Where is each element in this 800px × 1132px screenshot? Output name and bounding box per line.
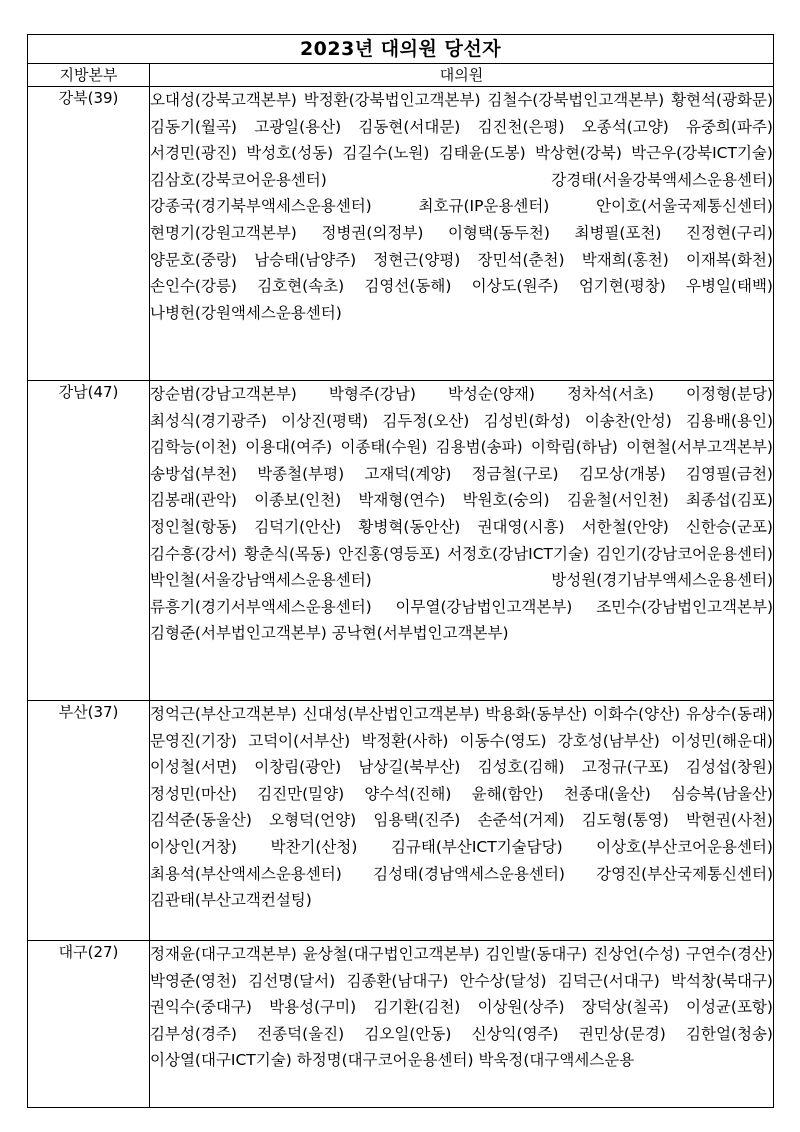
delegate-name: 김길수(노원) <box>342 144 430 163</box>
delegate-name: 남상길(북부산) <box>358 758 461 777</box>
delegate-name: 서경민(광진) <box>150 144 237 163</box>
delegate-name: 박상현(강북) <box>534 144 622 163</box>
delegate-name: 양문호(중랑) <box>150 250 237 269</box>
delegate-name: 나병헌(강원액세스운용센터) <box>150 303 342 322</box>
delegate-name: 방성원(경기남부액세스운용센터) <box>551 571 773 590</box>
delegate-name: 김기환(김천) <box>373 998 461 1017</box>
delegate-name: 박욱정(대구액세스운용 <box>478 1051 635 1070</box>
delegate-name: 정성민(마산) <box>150 784 237 803</box>
section-row-gangbuk <box>28 87 774 381</box>
delegate-name: 박찬기(산청) <box>270 837 358 856</box>
delegate-name: 이종태(수원) <box>340 438 428 457</box>
delegate-name: 서정호(강남ICT기술) <box>447 544 590 563</box>
delegate-name: 박용화(동부산) <box>485 705 588 723</box>
delegate-name: 김석준(동울산) <box>150 811 252 830</box>
delegate-name: 진정현(구리) <box>686 223 773 242</box>
delegate-name: 김동기(월곡) <box>150 117 237 136</box>
delegate-name: 김용배(용인) <box>686 411 773 430</box>
delegate-name: 고정규(구포) <box>581 758 669 777</box>
delegate-name: 김모상(개봉) <box>578 464 666 483</box>
delegate-name: 송방섭(부천) <box>150 464 237 483</box>
delegate-name: 김수흥(강서) <box>150 544 237 563</box>
delegate-name: 오형덕(언양) <box>269 811 357 830</box>
region-cell: 강남(47) <box>28 381 150 701</box>
delegate-name: 김성빈(화성) <box>483 411 571 430</box>
delegate-name: 손인수(강릉) <box>150 277 237 296</box>
delegate-name: 전종덕(울진) <box>257 1024 345 1043</box>
delegate-name: 임용택(진주) <box>373 811 461 830</box>
section-row-busan <box>28 701 774 941</box>
delegate-name: 정현근(양평) <box>373 250 461 269</box>
delegate-name: 김덕기(안산) <box>254 517 342 536</box>
delegate-name: 이성균(포항) <box>685 998 773 1017</box>
delegate-name: 김삼호(강북코어운용센터) <box>150 170 327 189</box>
delegate-name: 김덕근(서대구) <box>557 971 660 990</box>
delegate-name: 류흥기(경기서부액세스운용센터) <box>150 597 372 616</box>
delegate-name: 김성섭(창원) <box>685 758 773 777</box>
delegate-name: 서한철(안양) <box>581 517 669 536</box>
delegate-name: 김형준(서부법인고객본부) <box>150 624 327 643</box>
delegate-name: 박인철(서울강남액세스운용센터) <box>150 571 372 590</box>
delegate-name: 김호현(속초) <box>257 277 345 296</box>
delegate-name: 문영진(기장) <box>150 731 237 750</box>
delegate-name: 구연수(경산) <box>686 945 773 963</box>
delegate-name: 최병필(포천) <box>574 223 662 242</box>
delegate-name: 김규태(부산ICT기술담당) <box>390 837 563 856</box>
region-cell: 대구(27) <box>28 941 150 1108</box>
header-region: 지방본부 <box>28 64 150 87</box>
delegate-name: 손준석(거제) <box>477 811 565 830</box>
delegate-name: 이무열(강남법인고객본부) <box>395 597 573 616</box>
delegate-name: 김학능(이천) <box>150 438 237 457</box>
delegate-name: 유상수(동래) <box>686 705 773 723</box>
delegate-name: 권대영(시흥) <box>477 517 565 536</box>
delegate-name: 신상익(영주) <box>471 1024 559 1043</box>
delegate-name: 엄기현(평창) <box>578 277 666 296</box>
delegate-name: 조민수(강남법인고객본부) <box>596 597 773 616</box>
delegate-name: 김한얼(청송) <box>686 1024 773 1043</box>
delegate-name: 고덕이(서부산) <box>248 731 351 750</box>
delegate-name: 박성호(성동) <box>246 144 334 163</box>
delegate-name: 박재희(홍천) <box>581 250 669 269</box>
delegate-name: 최호규(IP운용센터) <box>418 197 550 216</box>
delegate-name: 김선명(달서) <box>248 971 336 990</box>
delegate-name: 김성호(김해) <box>477 758 565 777</box>
delegate-name: 김용범(송파) <box>435 438 523 457</box>
header-row <box>28 64 774 87</box>
delegate-name: 김도형(통영) <box>581 811 669 830</box>
delegate-name: 하정명(대구코어운용센터) <box>296 1051 474 1070</box>
delegate-name: 이상호(부산코어운용센터) <box>596 837 773 856</box>
delegate-name: 김동현(서대문) <box>358 117 461 136</box>
delegate-name: 이송찬(안성) <box>584 411 672 430</box>
delegate-name: 박용성(구미) <box>269 998 357 1017</box>
delegate-name: 황병혁(동안산) <box>358 517 461 536</box>
delegate-name: 정인철(항동) <box>150 517 237 536</box>
delegate-name: 정금철(구로) <box>471 464 559 483</box>
delegate-name: 안이호(서울국제통신센터) <box>596 197 773 216</box>
delegate-name: 남승태(남양주) <box>254 250 357 269</box>
delegate-name: 김관태(부산고객컨설팅) <box>150 891 312 910</box>
delegate-name: 심승복(남울산) <box>671 784 773 803</box>
delegate-name: 이상도(원주) <box>471 277 559 296</box>
delegate-name: 우병일(태백) <box>686 277 773 296</box>
delegate-name: 강종국(경기북부액세스운용센터) <box>150 197 372 216</box>
delegate-name: 박석창(북대구) <box>671 971 773 990</box>
delegate-name: 강호성(남부산) <box>557 731 660 750</box>
delegate-name: 신한승(군포) <box>685 517 773 536</box>
delegate-name: 강경태(서울강북액세스운용센터) <box>551 170 773 189</box>
delegate-name: 이용대(여주) <box>245 438 333 457</box>
delegate-name: 이종보(인천) <box>254 491 342 510</box>
delegate-name: 강영진(부산국제통신센터) <box>596 864 773 883</box>
delegate-name: 오대성(강북고객본부) <box>150 91 297 109</box>
delegate-name: 이창림(광안) <box>254 758 342 777</box>
delegate-name: 권민상(문경) <box>578 1024 666 1043</box>
delegate-name: 최종섭(김포) <box>685 491 773 510</box>
delegate-name: 김성태(경남액세스운용센터) <box>373 864 565 883</box>
header-delegates: 대의원 <box>150 64 774 87</box>
delegate-name: 박형주(강남) <box>328 385 416 403</box>
delegate-name: 양수석(진해) <box>364 784 452 803</box>
delegate-name: 박근우(강북ICT기술) <box>631 144 773 163</box>
delegate-name: 황현석(광화문) <box>671 91 773 109</box>
region-cell: 강북(39) <box>28 87 150 381</box>
title-row <box>28 35 774 64</box>
delegate-name: 김부성(경주) <box>150 1024 237 1043</box>
delegate-name: 공낙현(서부법인고객본부) <box>331 624 509 643</box>
delegate-name: 김진천(은평) <box>477 117 565 136</box>
delegate-name: 김두정(오산) <box>382 411 470 430</box>
delegate-name: 박정환(사하) <box>361 731 449 750</box>
delegate-name: 윤해(함안) <box>471 784 544 803</box>
names-cell <box>150 87 774 381</box>
document-title: 2023년 대의원 당선자 <box>28 35 774 64</box>
names-cell <box>150 381 774 701</box>
delegate-name: 김인기(강남코어운용센터) <box>596 544 773 563</box>
section-row-daegu <box>28 941 774 1108</box>
delegate-name: 박성순(양재) <box>447 385 535 403</box>
delegate-name: 이재복(화천) <box>685 250 773 269</box>
delegate-name: 안진홍(영등포) <box>338 544 441 563</box>
delegate-name: 이학림(하남) <box>530 438 618 457</box>
delegate-name: 김윤철(서인천) <box>566 491 669 510</box>
delegate-name: 김철수(강북법인고객본부) <box>487 91 665 109</box>
delegate-name: 이현철(서부고객본부) <box>626 438 773 457</box>
delegate-name: 정억근(부산고객본부) <box>150 705 297 723</box>
delegate-name: 최성식(경기광주) <box>150 411 267 430</box>
region-cell: 부산(37) <box>28 701 150 941</box>
delegate-name: 김인발(동대구) <box>485 945 588 963</box>
delegate-name: 윤상철(대구법인고객본부) <box>302 945 480 963</box>
names-cell <box>150 941 774 1108</box>
delegate-name: 고재덕(계양) <box>364 464 452 483</box>
delegate-name: 김봉래(관악) <box>150 491 237 510</box>
delegate-name: 박재형(연수) <box>358 491 446 510</box>
delegate-name: 김진만(밀양) <box>257 784 345 803</box>
delegate-name: 김영선(동해) <box>364 277 452 296</box>
delegate-name: 박종철(부평) <box>257 464 345 483</box>
delegate-name: 권익수(중대구) <box>150 998 252 1017</box>
delegate-name: 이정형(분당) <box>686 385 773 403</box>
delegates-table <box>27 34 774 1108</box>
delegate-name: 최용석(부산액세스운용센터) <box>150 864 342 883</box>
delegate-name: 이상진(평택) <box>281 411 369 430</box>
delegate-name: 이상원(상주) <box>477 998 565 1017</box>
section-row-gangnam <box>28 381 774 701</box>
delegate-name: 이화수(양산) <box>593 705 681 723</box>
delegate-name: 이상인(거창) <box>150 837 237 856</box>
delegate-name: 이동수(영도) <box>459 731 547 750</box>
delegate-name: 황춘식(목동) <box>244 544 332 563</box>
delegate-name: 신대성(부산법인고객본부) <box>302 705 480 723</box>
delegate-name: 김영필(금천) <box>686 464 773 483</box>
delegate-name: 이상열(대구ICT기술) <box>150 1051 292 1070</box>
delegate-name: 김오일(안동) <box>364 1024 452 1043</box>
delegate-name: 장순범(강남고객본부) <box>150 385 297 403</box>
delegate-name: 유중희(파주) <box>685 117 773 136</box>
delegate-name: 김태윤(도봉) <box>438 144 526 163</box>
delegate-name: 이성철(서면) <box>150 758 237 777</box>
delegate-name: 장덕상(칠곡) <box>581 998 669 1017</box>
delegate-name: 현명기(강원고객본부) <box>150 223 297 242</box>
delegate-name: 박원호(숭의) <box>462 491 550 510</box>
delegate-name: 박영준(영천) <box>150 971 237 990</box>
delegate-name: 정차석(서초) <box>566 385 654 403</box>
delegate-name: 정병권(의정부) <box>321 223 424 242</box>
delegate-name: 박현권(사천) <box>685 811 773 830</box>
delegate-name: 안수상(달성) <box>459 971 547 990</box>
delegate-name: 오종석(고양) <box>581 117 669 136</box>
delegate-name: 진상언(수성) <box>593 945 681 963</box>
delegate-name: 고광일(용산) <box>254 117 342 136</box>
delegate-name: 박정환(강북법인고객본부) <box>303 91 481 109</box>
delegate-name: 천종대(울산) <box>563 784 651 803</box>
delegate-name: 이형택(동두천) <box>447 223 550 242</box>
delegate-name: 김종환(남대구) <box>346 971 449 990</box>
delegate-name: 장민석(춘천) <box>477 250 565 269</box>
delegate-name: 이성민(해운대) <box>671 731 773 750</box>
names-cell <box>150 701 774 941</box>
delegate-name: 정재윤(대구고객본부) <box>150 945 297 963</box>
